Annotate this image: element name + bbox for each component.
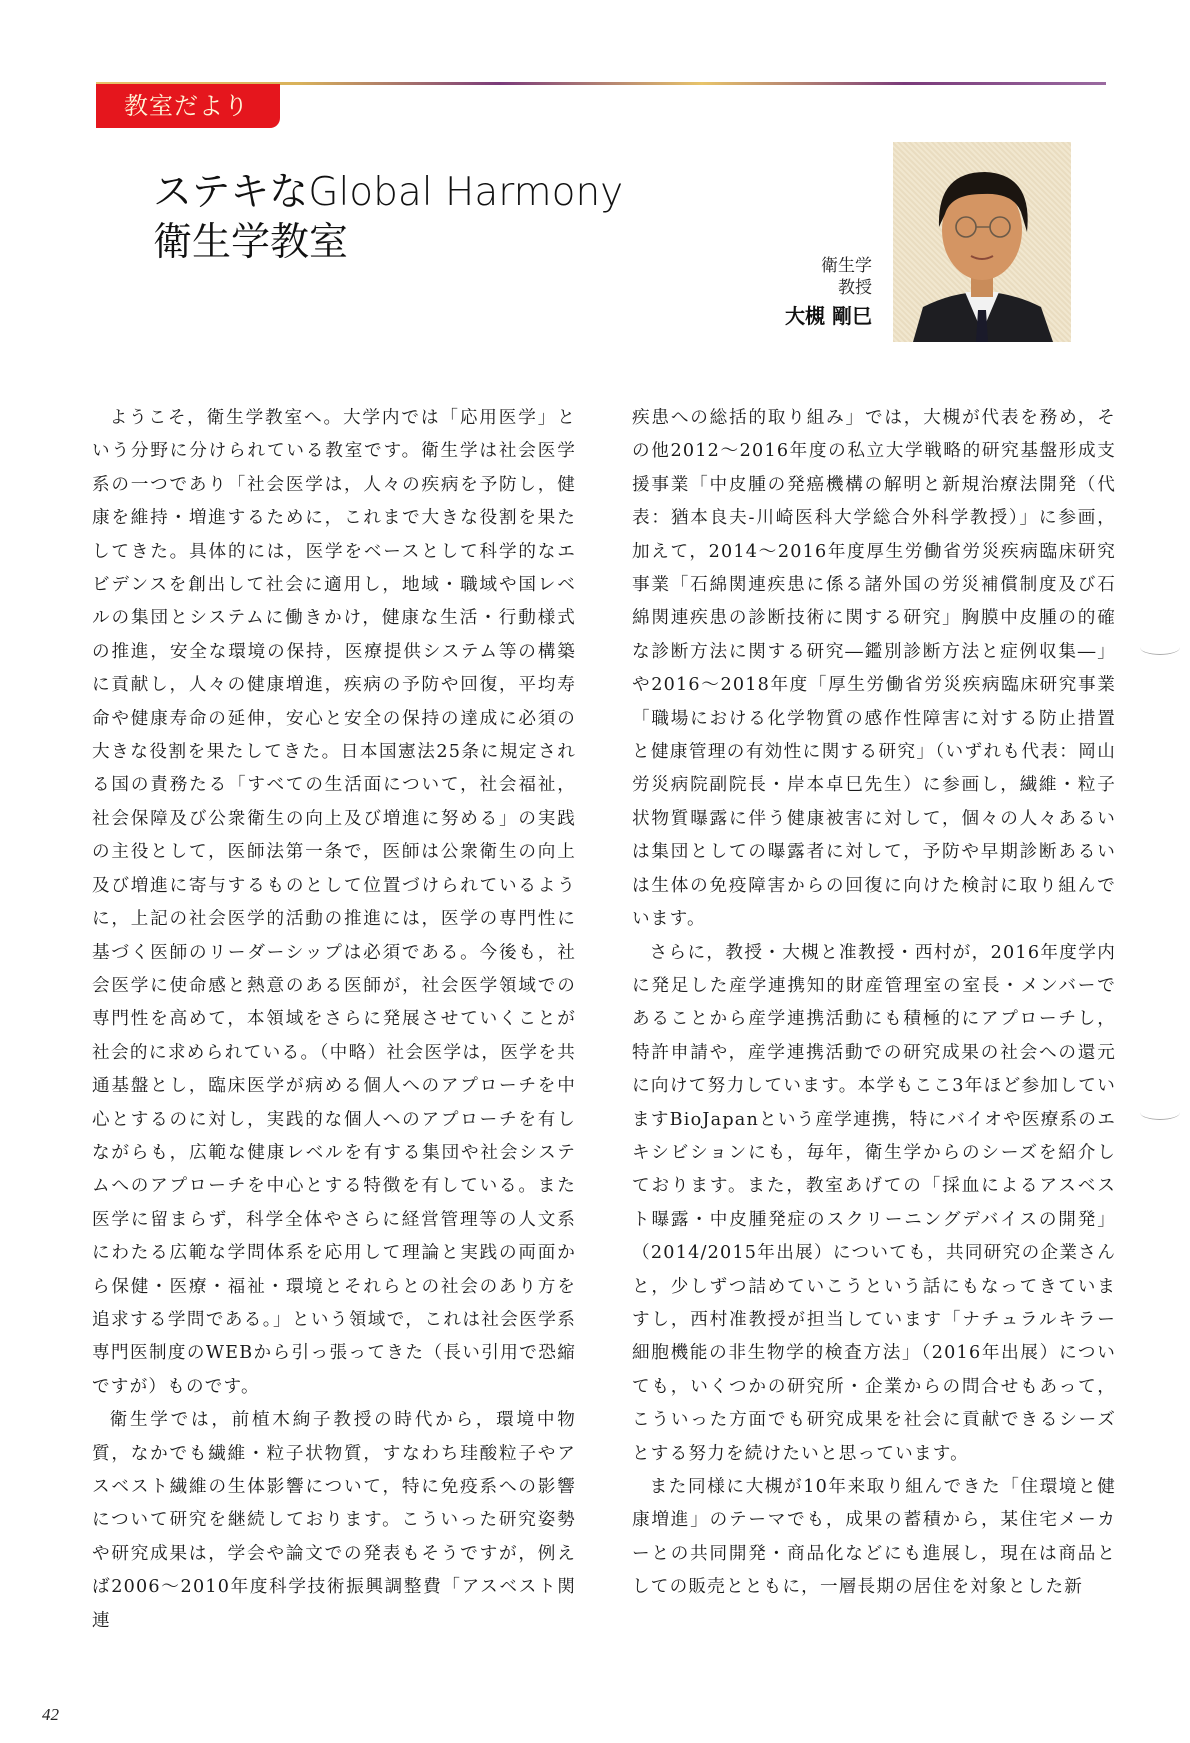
paragraph: ようこそ，衛生学教室へ。大学内では「応用医学」という分野に分けられている教室です。衛生学は社会医学系の一つであり「社会医学は，人々の疾病を予防し，健康を維持・増進するために，これまで大きな役割を果たしてきた。具体的には，医学をベースとして科学的なエビデンスを創出して社会に適用し，地域・職域や国レベルの集団とシステムに働きかけ，健康な生活・行動様式の推進，安全な環境の保持，医療提供システム等の構築に貢献し，人々の健康増進，疾病の予防や回復，平均寿命や健康寿命の延伸，安心と安全の保持の達成に必須の大きな役割を果たしてきた。日本国憲法25条に規定される国の責務たる「すべての生活面について，社会福祉，社会保障及び公衆衛生の向上及び増進に努める」の実践の主役として，医師法第一条で，医師は公衆衛生の向上及び増進に寄与するものとして位置づけられているように，上記の社会医学的活動の推進には，医学の専門性に基づく医師のリーダーシップは必須である。今後も，社会医学に使命感と熱意のある医師が，社会医学領域での専門性を高めて，本領域をさらに発展させていくことが社会的に求められている。（中略）社会医学は，医学を共通基盤とし，臨床医学が病める個人へのアプローチを中心とするのに対し，実践的な個人へのアプローチを有しながらも，広範な健康レベルを有する集団や社会システムへのアプローチを中心とする特徴を有している。また医学に留まらず，科学全体やさらに経営管理等の人文系にわたる広範な学問体系を応用して理論と実践の両面から保健・医療・福祉・環境とそれらとの社会のあり方を追求する学問である。」という領域で，これは社会医学系専門医制度のWEBから引っ張ってきた（長い引用で恐縮ですが）ものです。 — [92, 408, 576, 1397]
paragraph: 疾患への総括的取り組み」では，大槻が代表を務め，その他2012～2016年度の私立大学戦略的研究基盤形成支援事業「中皮腫の発癌機構の解明と新規治療法開発（代表：猶本良夫-川崎医科大学総合外科学教授）」に参画，加えて，2014～2016年度厚生労働省労災疾病臨床研究事業「石綿関連疾患に係る諸外国の労災補償制度及び石綿関連疾患の診断技術に関する研究」胸膜中皮腫の的確な診断方法に関する研究―鑑別診断方法と症例収集―」や2016～2018年度「厚生労働省労災疾病臨床研究事業「職場における化学物質の感作性障害に対する防止措置と健康管理の有効性に関する研究」（いずれも代表：岡山労災病院副院長・岸本卓巳先生）に参画し，繊維・粒子状物質曝露に伴う健康被害に対して，個々の人々あるいは集団としての曝露者に対して，予防や早期診断あるいは生体の免疫障害からの回復に向けた検討に取り組んでいます。 — [632, 408, 1116, 930]
article-title-line-2: 衛生学教室 — [153, 220, 349, 265]
binding-mark — [1140, 640, 1180, 655]
author-rank: 教授 — [838, 278, 872, 298]
portrait-illustration — [893, 142, 1071, 342]
body-column-right — [632, 402, 1116, 1605]
author-department: 衛生学 — [821, 256, 872, 276]
paragraph: また同様に大槻が10年来取り組んできた「住環境と健康増進」のテーマでも，成果の蓄積から，某住宅メーカーとの共同開発・商品化などにも進展し，現在は商品としての販売とともに，一層長期の居住を対象とした新 — [632, 1477, 1116, 1598]
paragraph: さらに，教授・大槻と准教授・西村が，2016年度学内に発足した産学連携知的財産管理室の室長・メンバーであることから産学連携活動にも積極的にアプローチし，特許申請や，産学連携活動での研究成果の社会への還元に向けて努力しています。本学もここ3年ほど参加していますBioJapanという産学連携，特にバイオや医療系のエキシビションにも，毎年，衛生学からのシーズを紹介しております。また，教室あげての「採血によるアスベスト曝露・中皮腫発症のスクリーニングデバイスの開発」（2014/2015年出展）についても，共同研究の企業さんと，少しずつ詰めていこうという話にもなってきていますし，西村准教授が担当しています「ナチュラルキラー細胞機能の非生物学的検査方法」（2016年出展）についても，いくつかの研究所・企業からの問合せもあって，こういった方面でも研究成果を社会に貢献できるシーズとする努力を続けたいと思っています。 — [632, 942, 1116, 1464]
body-column-left — [92, 402, 576, 1638]
article-title-line-1: ステキなGlobal Harmony — [153, 170, 624, 215]
author-name: 大槻 剛巳 — [785, 304, 872, 328]
paragraph: 衛生学では，前植木絢子教授の時代から，環境中物質，なかでも繊維・粒子状物質，すなわち珪酸粒子やアスベスト繊維の生体影響について，特に免疫系への影響について研究を継続しております。こういった研究姿勢や研究成果は，学会や論文での発表もそうですが，例えば2006～2010年度科学技術振興調整費「アスベスト関連 — [92, 1410, 576, 1631]
section-tag: 教室だより — [96, 84, 280, 128]
binding-mark — [1140, 1105, 1180, 1120]
author-block — [785, 255, 872, 331]
article-title — [153, 168, 623, 268]
page-number: 42 — [42, 1705, 59, 1724]
necktie — [976, 310, 988, 342]
author-photo — [893, 142, 1071, 342]
